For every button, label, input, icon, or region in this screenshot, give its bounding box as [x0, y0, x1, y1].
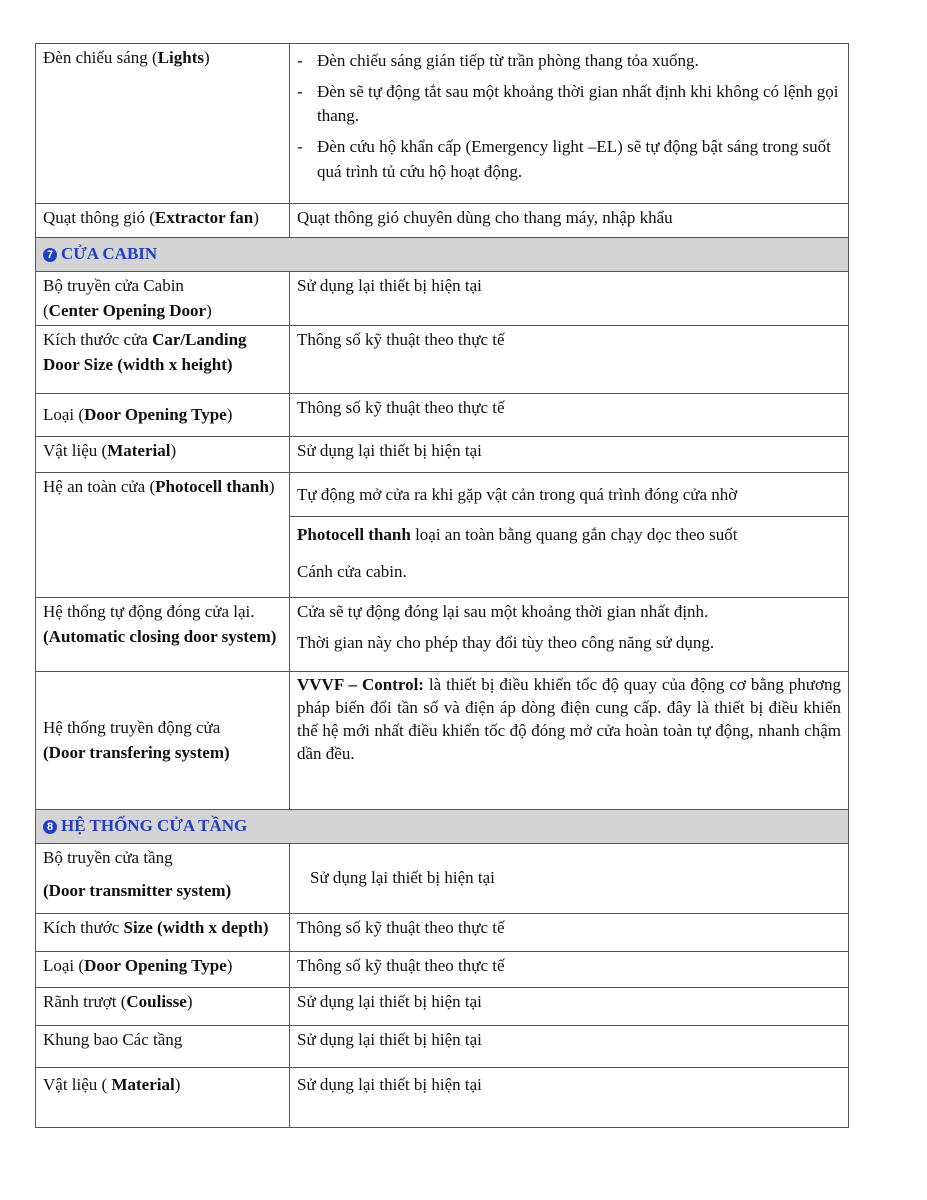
bullet-item: - Đèn sẽ tự động tắt sau một khoảng thời gian nhất định khi không có lệnh gọi thang. [297, 81, 839, 126]
label-bold: Lights [157, 48, 205, 67]
row-photocell: Hệ an toàn cửa (Photocell thanh) Tự động mở cửa ra khi gặp vật cản trong quá trình đóng cửa nhờ Photocell thanh loại an toàn bằng quang gắn chạy dọc theo suốt Cánh cửa cabin. [36, 473, 849, 598]
section-title: CỬA CABIN [61, 244, 158, 264]
row-landing-door-operator: Bộ truyền cửa tầng (Door transmitter system) Sử dụng lại thiết bị hiện tại [36, 844, 849, 914]
value-lights [290, 44, 849, 204]
bullet-item: - Đèn chiếu sáng gián tiếp từ trần phòng thang tỏa xuống. [297, 51, 699, 70]
row-door-opening-type: Loại (Door Opening Type) Thông số kỹ thuật theo thực tế [36, 394, 849, 437]
value-extractor-fan: Quạt thông gió chuyên dùng cho thang máy, nhập khẩu [290, 204, 849, 238]
row-door-size: Kích thước cửa Car/Landing Door Size (width x height) Thông số kỹ thuật theo thực tế [36, 326, 849, 394]
row-frame: Khung bao Các tầng Sử dụng lại thiết bị hiện tại [36, 1026, 849, 1068]
row-door-drive: Hệ thống truyền động cửa (Door transfering system) VVVF – Control: là thiết bị điều khiển tốc độ quay của động cơ bằng phương pháp biến đổi tần số và điện áp dòng điện cung cấp. đây là thiết bị điều khiển thế hệ mới nhất điều khiển tốc độ đóng mở cửa hoàn toàn tự động, nhanh chậm dần đều. [36, 672, 849, 810]
label-text: ) [204, 48, 210, 67]
label-text: Đèn chiếu sáng ( [43, 48, 158, 67]
row-landing-size: Kích thước Size (width x depth) Thông số kỹ thuật theo thực tế [36, 914, 849, 952]
spec-table [35, 43, 849, 1128]
section-number-badge: 8 [43, 820, 57, 834]
row-landing-opening-type: Loại (Door Opening Type) Thông số kỹ thuật theo thực tế [36, 952, 849, 988]
row-auto-closing: Hệ thống tự động đóng cửa lại. (Automatic closing door system) Cửa sẽ tự động đóng lại sau một khoảng thời gian nhất định. Thời gian này cho phép thay đổi tùy theo công năng sử dụng. [36, 598, 849, 672]
label-extractor-fan: Quạt thông gió (Extractor fan) [36, 204, 290, 238]
section-header-cabin-door [36, 238, 849, 272]
row-coulisse: Rãnh trượt (Coulisse) Sử dụng lại thiết bị hiện tại [36, 988, 849, 1026]
section-number-badge: 7 [43, 248, 57, 262]
section-header-landing-door [36, 810, 849, 844]
section-title: HỆ THỐNG CỬA TẦNG [61, 816, 248, 836]
label-lights [36, 44, 290, 204]
row-material: Vật liệu (Material) Sử dụng lại thiết bị hiện tại [36, 437, 849, 473]
bullet-item: - Đèn cứu hộ khẩn cấp (Emergency light –EL) sẽ tự động bật sáng trong suốt quá trình tủ cứu hộ hoạt động. [297, 136, 831, 181]
row-cabin-door-operator: Bộ truyền cửa Cabin (Center Opening Door) Sử dụng lại thiết bị hiện tại [36, 272, 849, 326]
row-landing-material: Vật liệu ( Material) Sử dụng lại thiết bị hiện tại [36, 1068, 849, 1128]
row-extractor-fan [36, 204, 849, 238]
row-lights [36, 44, 849, 204]
